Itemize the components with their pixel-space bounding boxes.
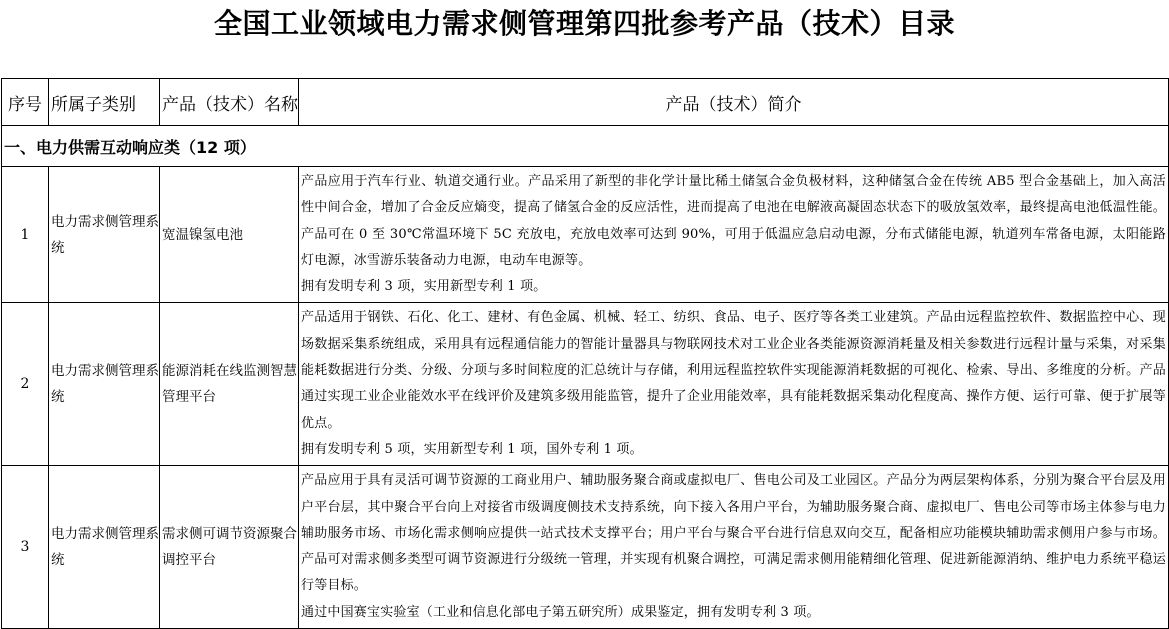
- description-text: 产品应用于汽车行业、轨道交通行业。产品采用了新型的非化学计量比稀土储氢合金负极材料，这种储氢合金在传统 AB5 型合金基础上，加入高活性中间合金，增加了合金反应熵变，提高了储氢合金的反应活性，进而提高了电池在电解液高凝固态状态下的吸放氢效率，最终提高电池低温性能。产品可在 0 至 30℃常温环境下 5C 充放电，充放电效率可达到 90%，可用于低温应急启动电源，分布式储能电源，轨道列车常备电源，太阳能路灯电源，冰雪游乐装备动力电源，电动车电源等。: [301, 174, 1166, 268]
- row-category: 电力需求侧管理系统: [49, 303, 160, 466]
- row-description: [299, 303, 1169, 466]
- row-number: 3: [2, 466, 49, 629]
- header-category: 所属子类别: [49, 79, 160, 126]
- table-row: [2, 466, 1169, 629]
- row-description: [299, 466, 1169, 629]
- table-row: [2, 303, 1169, 466]
- header-name: 产品（技术）名称: [160, 79, 299, 126]
- row-number: 2: [2, 303, 49, 466]
- header-no: 序号: [2, 79, 49, 126]
- table-row: [2, 167, 1169, 303]
- page-title: 全国工业领域电力需求侧管理第四批参考产品（技术）目录: [213, 7, 955, 40]
- row-number: 1: [2, 167, 49, 303]
- section-title: 一、电力供需互动响应类（12 项）: [2, 126, 1169, 167]
- header-intro: 产品（技术）简介: [299, 79, 1169, 126]
- patent-text: 通过中国赛宝实验室（工业和信息化部电子第五研究所）成果鉴定，拥有发明专利 3 项。: [301, 604, 820, 620]
- row-product-name: 宽温镍氢电池: [160, 167, 299, 303]
- header-row: [2, 79, 1169, 126]
- row-product-name: 需求侧可调节资源聚合调控平台: [160, 466, 299, 629]
- row-description: [299, 167, 1169, 303]
- patent-text: 拥有发明专利 3 项，实用新型专利 1 项。: [301, 279, 547, 295]
- row-category: 电力需求侧管理系统: [49, 167, 160, 303]
- description-text: 产品应用于具有灵活可调节资源的工商业用户、辅助服务聚合商或虚拟电厂、售电公司及工业园区。产品分为两层架构体系，分别为聚合平台层及用户平台层，其中聚合平台向上对接省市级调度侧技术支持系统，向下接入各用户平台，为辅助服务聚合商、虚拟电厂、售电公司等市场主体参与电力辅助服务市场、市场化需求侧响应提供一站式技术支撑平台；用户平台与聚合平台进行信息双向交互，配备相应功能模块辅助需求侧用户参与市场。产品可对需求侧多类型可调节资源进行分级统一管理，并实现有机聚合调控，可满足需求侧用能精细化管理、促进新能源消纳、维护电力系统平稳运行等目标。: [301, 473, 1166, 594]
- row-product-name: 能源消耗在线监测智慧管理平台: [160, 303, 299, 466]
- section-row: [2, 126, 1169, 167]
- catalog-table: [1, 78, 1169, 629]
- row-category: 电力需求侧管理系统: [49, 466, 160, 629]
- patent-text: 拥有发明专利 5 项，实用新型专利 1 项，国外专利 1 项。: [301, 441, 643, 457]
- description-text: 产品适用于钢铁、石化、化工、建材、有色金属、机械、轻工、纺织、食品、电子、医疗等各类工业建筑。产品由远程监控软件、数据监控中心、现场数据采集系统组成，采用具有远程通信能力的智能计量器具与物联网技术对工业企业各类能源资源消耗量及相关参数进行远程计量与采集，对采集能耗数据进行分类、分级、分项与多时间粒度的汇总统计与存储，利用远程监控软件实现能源消耗数据的可视化、检索、导出、多维度的分析。产品通过实现工业企业能效水平在线评价及建筑多级用能监管，提升了企业用能效率，具有能耗数据采集动化程度高、操作方便、运行可靠、便于扩展等优点。: [301, 310, 1166, 431]
